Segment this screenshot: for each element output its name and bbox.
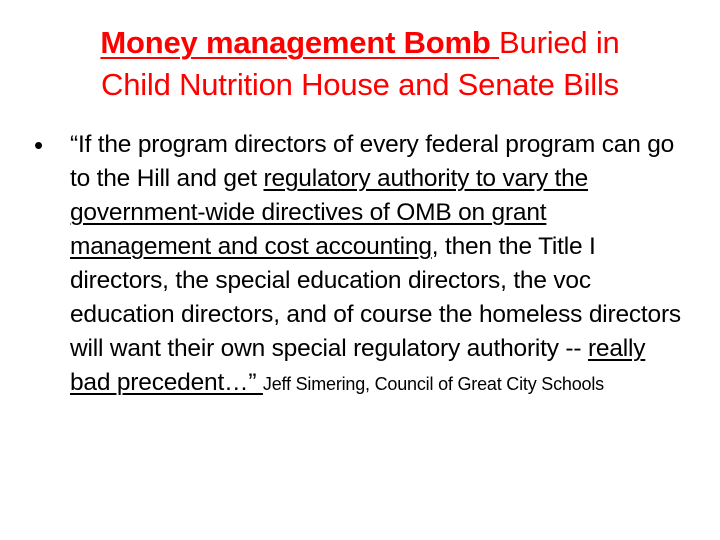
bullet-icon: •: [34, 130, 44, 160]
quote-underlined-phrase: regulatory authority to vary the government-wide directives of OMB on grant management and cost accounting: [70, 165, 589, 260]
slide-title: [30, 22, 690, 106]
quote-opening: “If the program directors of every federal program can go to the Hill and get: [70, 131, 675, 192]
bullet-item: [34, 128, 684, 400]
quote-attribution: Jeff Simering, Council of Great City Schools: [262, 374, 604, 394]
title-line2: Child Nutrition House and Senate Bills: [101, 67, 619, 102]
bullet-text: [70, 128, 684, 400]
title-underlined-space: [491, 25, 499, 60]
title-rest-line1: Buried in: [499, 25, 620, 60]
quote-underlined-ending: really bad precedent…”: [70, 335, 646, 396]
title-bold-phrase: Money management Bomb: [100, 25, 491, 60]
quote-middle: , then the Title I directors, the special education directors, the voc education directors, and of course the homeless directors will want their own special regulatory authority --: [70, 233, 681, 362]
